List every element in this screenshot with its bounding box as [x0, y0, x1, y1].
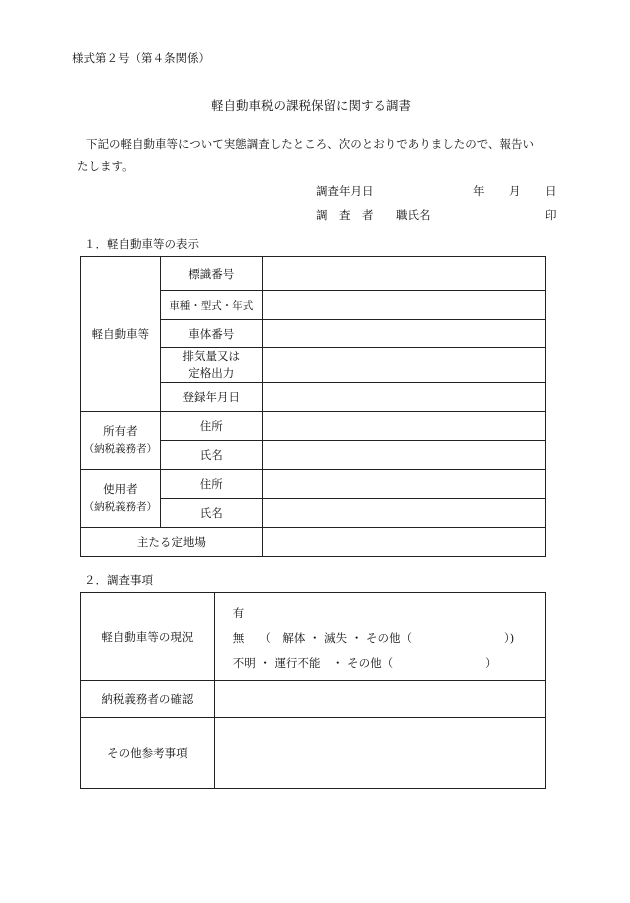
registration-date-label: 登録年月日: [160, 383, 262, 412]
investigator-label: 調 査 者: [316, 208, 374, 222]
other-notes-label: その他参考事項: [81, 718, 215, 789]
vehicle-group-cell: [81, 257, 161, 412]
status-option-unknown[interactable]: 不明 ・ 運行不能 ・ その他（ ）: [232, 656, 497, 670]
section1-heading: １．軽自動車等の表示: [84, 237, 199, 251]
user-address-value[interactable]: [262, 470, 545, 499]
other-notes-value[interactable]: [214, 718, 545, 789]
body-number-value[interactable]: [262, 320, 545, 348]
intro-text-line-2: たします。: [77, 159, 134, 173]
owner-address-value[interactable]: [262, 412, 545, 441]
vehicle-type-value[interactable]: [262, 291, 545, 320]
survey-items-table: [80, 592, 546, 789]
survey-date-label: 調査年月日: [316, 184, 374, 198]
investigator-position-label: 職氏名: [396, 208, 431, 222]
displacement-value[interactable]: [262, 348, 545, 383]
owner-address-label: 住所: [160, 412, 262, 441]
survey-date-year: 年: [473, 184, 485, 198]
vehicle-status-options: [214, 593, 545, 681]
base-location-label: 主たる定地場: [81, 528, 263, 557]
vehicle-group-label: 軽自動車等: [91, 327, 150, 341]
user-label: 使用者: [103, 482, 138, 496]
user-address-label: 住所: [160, 470, 262, 499]
displacement-label-line1: 排気量又は: [182, 349, 240, 363]
plate-number-label: 標識番号: [160, 257, 262, 291]
status-option-none[interactable]: 無 （ 解体 ・ 滅失 ・ その他（ ）): [232, 631, 515, 645]
survey-date-month: 月: [509, 184, 521, 198]
seal-mark: 印: [545, 208, 557, 222]
body-number-label: 車体番号: [160, 320, 262, 348]
vehicle-type-label: 車種・型式・年式: [160, 291, 262, 320]
owner-cell: [81, 412, 161, 470]
intro-text-line-1: 下記の軽自動車等について実態調査したところ、次のとおりでありましたので、報告い: [86, 137, 535, 151]
user-name-value[interactable]: [262, 499, 545, 528]
user-name-label: 氏名: [160, 499, 262, 528]
displacement-label-line2: 定格出力: [188, 366, 235, 380]
user-cell: [81, 470, 161, 528]
displacement-label: [160, 348, 262, 383]
survey-date-day: 日: [545, 184, 557, 198]
user-sublabel: （納税義務者）: [83, 501, 158, 513]
owner-name-value[interactable]: [262, 441, 545, 470]
taxpayer-confirm-value[interactable]: [214, 681, 545, 718]
owner-label: 所有者: [103, 424, 138, 438]
status-option-yes[interactable]: 有: [232, 606, 245, 620]
registration-date-value[interactable]: [262, 383, 545, 412]
page-title: 軽自動車税の課税保留に関する調書: [211, 98, 412, 113]
plate-number-value[interactable]: [262, 257, 545, 291]
base-location-value[interactable]: [262, 528, 545, 557]
form-number: 様式第２号（第４条関係）: [72, 51, 210, 65]
owner-name-label: 氏名: [160, 441, 262, 470]
vehicle-status-label: 軽自動車等の現況: [81, 593, 215, 681]
vehicle-info-table: [80, 256, 546, 557]
owner-sublabel: （納税義務者）: [83, 443, 158, 455]
section2-heading: ２．調査事項: [84, 573, 153, 587]
taxpayer-confirm-label: 納税義務者の確認: [81, 681, 215, 718]
